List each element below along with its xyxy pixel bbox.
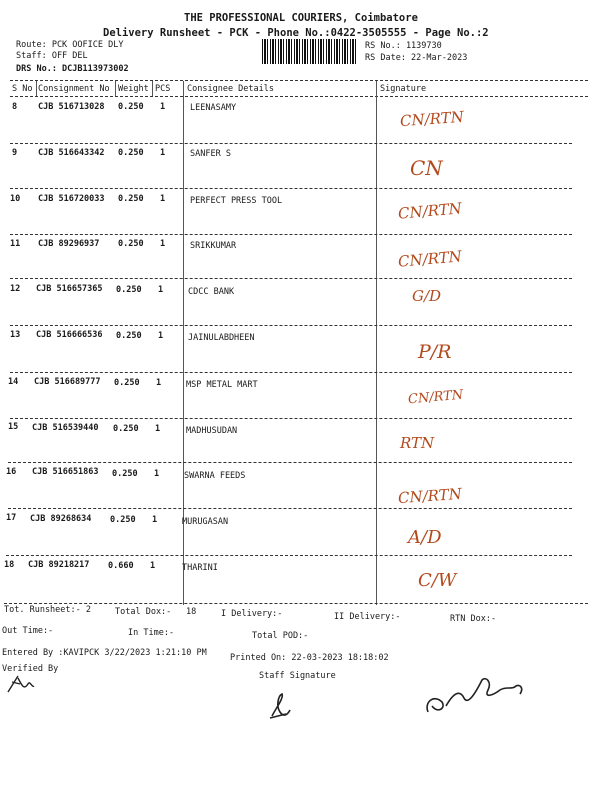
row-rule (10, 418, 572, 419)
route-label: Route: PCK OOFICE DLY (16, 40, 124, 50)
col-divider (183, 81, 184, 96)
row-rule (8, 462, 572, 463)
row-signature: G/D (412, 287, 442, 305)
row-consignee: JAINULABDHEEN (188, 333, 255, 343)
row-rule (8, 508, 572, 509)
row-pcs: 1 (158, 331, 164, 341)
row-consignee: SWARNA FEEDS (184, 471, 246, 481)
col-pcs: PCS (155, 84, 171, 94)
row-sno: 13 (10, 330, 21, 340)
row-pcs: 1 (155, 424, 161, 434)
total-dox-value: 18 (186, 607, 197, 617)
row-pcs: 1 (150, 561, 156, 571)
total-pod: Total POD:- (252, 631, 309, 641)
row-sno: 12 (10, 284, 21, 294)
row-weight: 0.250 (118, 102, 144, 112)
manager-signature-scribble (420, 672, 530, 720)
verified-by-label: Verified By (2, 664, 59, 674)
signature-left-line (376, 96, 377, 605)
row-consignment: CJB 89218217 (28, 560, 90, 570)
row-consignment: CJB 516713028 (38, 102, 105, 112)
row-consignee: MADHUSUDAN (186, 426, 238, 436)
total-dox-label: Total Dox:- (115, 607, 172, 617)
row-pcs: 1 (160, 194, 166, 204)
row-consignment: CJB 89296937 (38, 239, 100, 249)
row-signature: CN (410, 156, 443, 180)
entered-by: Entered By :KAVIPCK 3/22/2023 1:21:10 PM (2, 648, 207, 658)
barcode (262, 39, 358, 64)
row-rule (10, 278, 572, 279)
row-sno: 15 (8, 422, 19, 432)
row-weight: 0.250 (113, 424, 139, 434)
in-time: In Time:- (128, 628, 175, 638)
header-top-rule (10, 80, 588, 81)
row-consignment: CJB 516689777 (34, 377, 101, 387)
header-bottom-rule (10, 96, 588, 97)
row-consignment: CJB 516651863 (32, 467, 99, 477)
row-weight: 0.250 (118, 239, 144, 249)
rtn-dox: RTN Dox:- (450, 614, 497, 624)
consignee-left-line (183, 96, 184, 605)
row-consignee: SANFER S (190, 149, 231, 159)
row-weight: 0.250 (112, 469, 138, 479)
row-pcs: 1 (158, 285, 164, 295)
row-pcs: 1 (154, 469, 160, 479)
row-signature: A/D (408, 527, 442, 548)
row-weight: 0.250 (116, 285, 142, 295)
row-consignee: CDCC BANK (188, 287, 235, 297)
row-signature: CN/RTN (407, 387, 464, 408)
drs-number: DRS No.: DCJB113973002 (16, 64, 129, 74)
row-weight: 0.250 (118, 148, 144, 158)
row-rule (10, 143, 572, 144)
staff-label: Staff: OFF DEL (16, 51, 88, 61)
staff-signature-label: Staff Signature (259, 671, 336, 681)
col-consignee: Consignee Details (187, 84, 274, 94)
row-signature: CN/RTN (397, 199, 463, 223)
row-pcs: 1 (160, 148, 166, 158)
row-pcs: 1 (160, 239, 166, 249)
row-consignee: PERFECT PRESS TOOL (190, 196, 283, 206)
col-weight: Weight (118, 84, 149, 94)
tot-runsheet: Tot. Runsheet:- 2 (4, 605, 91, 615)
row-consignee: LEENASAMY (190, 103, 237, 113)
staff-signature-scribble (266, 690, 296, 722)
row-signature: P/R (418, 341, 452, 363)
row-consignee: MURUGASAN (182, 517, 229, 527)
row-sno: 8 (12, 102, 18, 112)
row-consignee: MSP METAL MART (186, 380, 258, 390)
row-consignment: CJB 516657365 (36, 284, 103, 294)
row-signature: CN/RTN (397, 247, 463, 271)
col-signature: Signature (380, 84, 427, 94)
row-consignment: CJB 516666536 (36, 330, 103, 340)
row-consignment: CJB 516539440 (32, 423, 99, 433)
row-weight: 0.660 (108, 561, 134, 571)
col-consignment: Consignment No (38, 84, 110, 94)
col-divider (36, 81, 37, 96)
row-consignee: THARINI (182, 563, 218, 573)
col-divider (152, 81, 153, 96)
row-signature: RTN (400, 434, 435, 452)
row-consignee: SRIKKUMAR (190, 241, 237, 251)
runsheet-subtitle: Delivery Runsheet - PCK - Phone No.:0422-3505555 - Page No.:2 (103, 27, 489, 39)
row-rule (10, 188, 572, 189)
col-divider (376, 81, 377, 96)
row-rule (4, 603, 588, 604)
printed-on: Printed On: 22-03-2023 18:18:02 (230, 653, 389, 663)
col-divider (115, 81, 116, 96)
col-sno: S No (12, 84, 33, 94)
row-sno: 11 (10, 239, 21, 249)
row-consignment: CJB 516720033 (38, 194, 105, 204)
rs-date: RS Date: 22-Mar-2023 (365, 53, 468, 63)
row-rule (10, 372, 572, 373)
i-delivery: I Delivery:- (221, 609, 283, 619)
row-signature: CN/RTN (397, 484, 463, 508)
row-pcs: 1 (160, 102, 166, 112)
row-sno: 14 (8, 377, 19, 387)
row-pcs: 1 (156, 378, 162, 388)
row-weight: 0.250 (116, 331, 142, 341)
verifier-signature-scribble (4, 672, 36, 698)
row-pcs: 1 (152, 515, 158, 525)
row-sno: 16 (6, 467, 17, 477)
row-signature: C/W (418, 570, 457, 591)
company-title: THE PROFESSIONAL COURIERS, Coimbatore (184, 12, 418, 24)
row-sno: 9 (12, 148, 18, 158)
row-consignment: CJB 89268634 (30, 514, 92, 524)
row-weight: 0.250 (114, 378, 140, 388)
row-rule (10, 325, 572, 326)
row-weight: 0.250 (110, 515, 136, 525)
row-rule (6, 555, 572, 556)
row-sno: 10 (10, 194, 21, 204)
row-consignment: CJB 516643342 (38, 148, 105, 158)
row-sno: 17 (6, 513, 17, 523)
rs-number: RS No.: 1139730 (365, 41, 442, 51)
out-time: Out Time:- (2, 626, 54, 636)
ii-delivery: II Delivery:- (334, 612, 401, 622)
row-rule (10, 234, 572, 235)
row-weight: 0.250 (118, 194, 144, 204)
row-sno: 18 (4, 560, 15, 570)
row-signature: CN/RTN (399, 107, 465, 131)
